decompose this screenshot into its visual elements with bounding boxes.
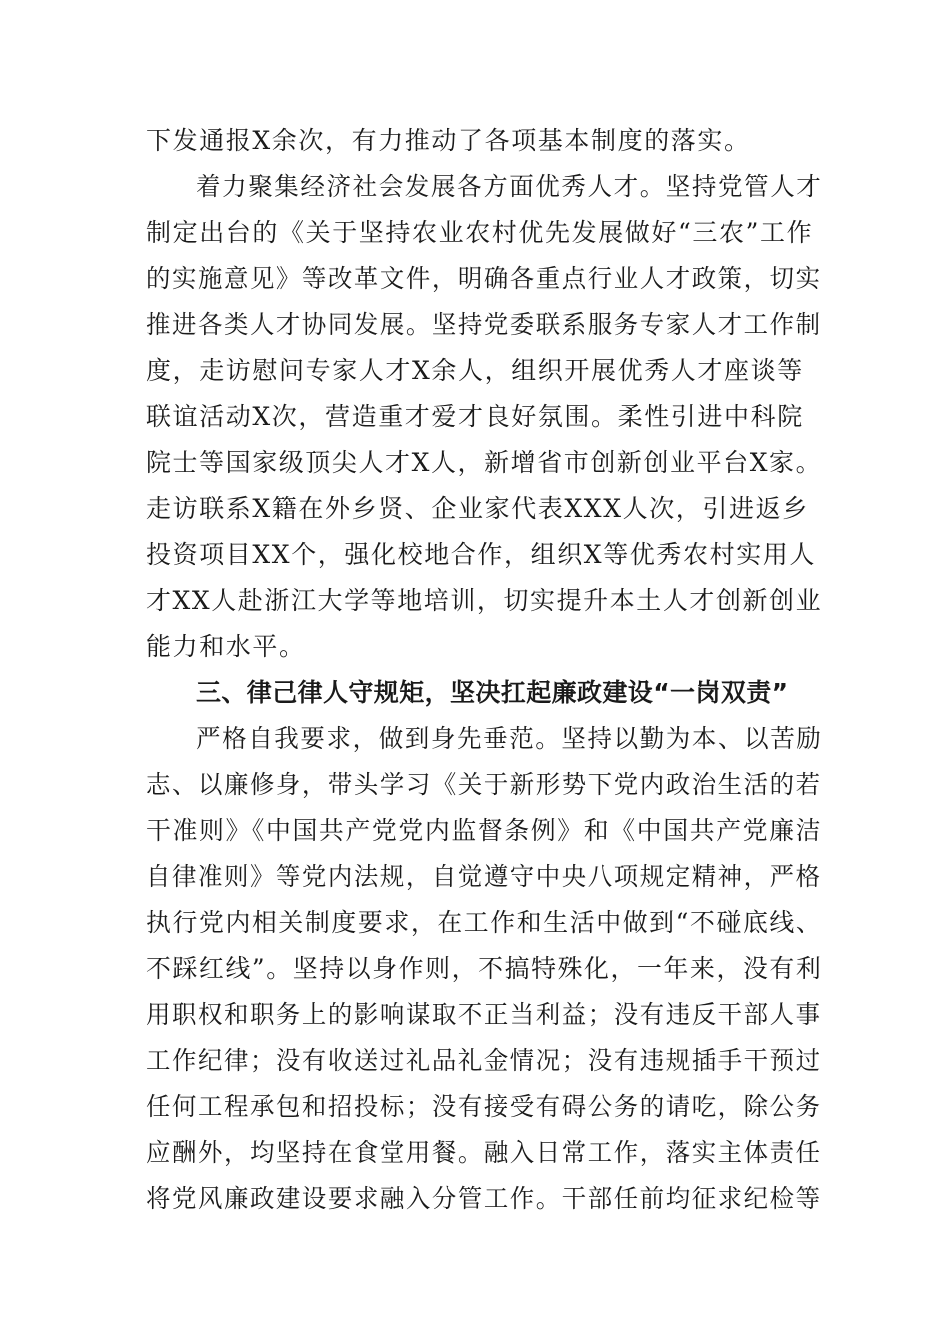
paragraph-line: 严格自我要求，做到身先垂范。坚持以勤为本、以苦励 [196, 724, 823, 753]
paragraph-line: 工作纪律；没有收送过礼品礼金情况；没有违规插手干预过 [146, 1046, 822, 1075]
paragraph-line: 自律准则》等党内法规，自觉遵守中央八项规定精神，严格 [146, 862, 822, 891]
paragraph-line: 任何工程承包和招投标；没有接受有碍公务的请吃，除公务 [146, 1092, 822, 1121]
section-heading: 三、律己律人守规矩，坚决扛起廉政建设“一岗双责” [196, 678, 789, 707]
paragraph-line: 制定出台的《关于坚持农业农村优先发展做好“三农”工作 [146, 218, 814, 247]
paragraph-line: 推进各类人才协同发展。坚持党委联系服务专家人才工作制 [146, 310, 822, 339]
paragraph-line: 联谊活动X次，营造重才爱才良好氛围。柔性引进中科院 [146, 402, 804, 431]
paragraph-line: 走访联系X籍在外乡贤、企业家代表XXX人次，引进返乡 [146, 494, 809, 523]
paragraph-line: 能力和水平。 [146, 632, 306, 661]
paragraph-line: 用职权和职务上的影响谋取不正当利益；没有违反干部人事 [146, 1000, 822, 1029]
paragraph-line: 应酬外，均坚持在食堂用餐。融入日常工作，落实主体责任 [146, 1138, 822, 1167]
paragraph-line: 着力聚集经济社会发展各方面优秀人才。坚持党管人才 [196, 172, 823, 201]
paragraph-line: 不踩红线”。坚持以身作则，不搞特殊化，一年来，没有利 [146, 954, 823, 983]
paragraph-line: 院士等国家级顶尖人才X人，新增省市创新创业平台X家。 [146, 448, 823, 477]
paragraph-line: 下发通报X余次，有力推动了各项基本制度的落实。 [146, 126, 751, 155]
paragraph-line: 投资项目XX个，强化校地合作，组织X等优秀农村实用人 [146, 540, 816, 569]
paragraph-line: 度，走访慰问专家人才X余人，组织开展优秀人才座谈等 [146, 356, 804, 385]
paragraph-line: 志、以廉修身，带头学习《关于新形势下党内政治生活的若 [146, 770, 822, 799]
paragraph-line: 的实施意见》等改革文件，明确各重点行业人才政策，切实 [146, 264, 822, 293]
paragraph-line: 执行党内相关制度要求，在工作和生活中做到“不碰底线、 [146, 908, 823, 937]
paragraph-line: 才XX人赴浙江大学等地培训，切实提升本土人才创新创业 [146, 586, 823, 615]
paragraph-line: 将党风廉政建设要求融入分管工作。干部任前均征求纪检等 [146, 1184, 822, 1213]
paragraph-line: 干准则》《中国共产党党内监督条例》和《中国共产党廉洁 [146, 816, 823, 845]
